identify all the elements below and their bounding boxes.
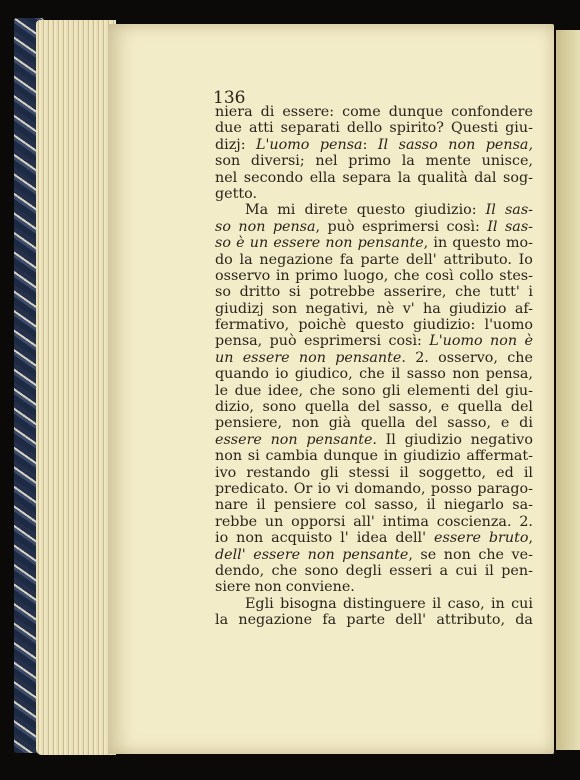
word: questo xyxy=(355,317,405,334)
word: un xyxy=(264,513,284,530)
word: dunque xyxy=(323,448,378,465)
word: del xyxy=(510,399,533,416)
text-line xyxy=(215,333,533,349)
word: la xyxy=(215,612,229,629)
word: opporsi xyxy=(291,513,346,530)
text-line xyxy=(215,284,533,300)
word: può xyxy=(327,218,355,235)
word: pensa, xyxy=(485,136,533,153)
word: del xyxy=(476,382,499,399)
word: sas- xyxy=(504,218,533,235)
word: pensa, xyxy=(272,218,321,235)
word: negativi, xyxy=(305,300,369,317)
word: che xyxy=(455,284,481,301)
word: in xyxy=(275,267,290,284)
word: luogo, xyxy=(343,267,389,284)
word: rebbe xyxy=(215,513,258,530)
word: si xyxy=(247,448,260,465)
word: af- xyxy=(514,300,533,317)
word: il xyxy=(391,366,401,383)
word: dello xyxy=(346,120,383,137)
word: stessi xyxy=(348,464,390,481)
word: pensante, xyxy=(357,235,429,252)
word: già xyxy=(328,415,352,432)
word: il xyxy=(399,464,409,481)
word: predicato. xyxy=(215,480,289,497)
word: quella xyxy=(457,399,503,416)
word: non xyxy=(298,349,326,366)
text-line xyxy=(215,350,533,366)
word: giudico, xyxy=(294,366,353,383)
word: negazione xyxy=(259,251,334,268)
word: nare xyxy=(215,497,249,514)
word: può xyxy=(269,333,297,350)
word: mi xyxy=(277,202,296,219)
word: primo xyxy=(348,153,392,170)
word: che xyxy=(309,382,336,399)
word: sas- xyxy=(504,202,533,219)
word: Il xyxy=(377,136,389,153)
word: da xyxy=(515,612,533,629)
word: negazione xyxy=(238,612,313,629)
word: col xyxy=(344,497,366,514)
word: giudizio xyxy=(403,448,461,465)
word: è xyxy=(236,235,245,252)
word: in xyxy=(433,235,448,252)
word: essere xyxy=(273,235,321,252)
word: non xyxy=(270,431,298,448)
word: siere xyxy=(215,579,251,596)
word: a xyxy=(439,562,449,579)
text-line xyxy=(215,120,533,136)
word: separa xyxy=(342,169,392,186)
text-line xyxy=(215,137,533,153)
word: la xyxy=(239,251,253,268)
facing-page-edge xyxy=(556,30,580,750)
word: giudizio: xyxy=(414,202,477,219)
word: il xyxy=(523,464,533,481)
word: io xyxy=(275,366,289,383)
word: pensante. xyxy=(335,349,406,366)
word: ella xyxy=(309,169,336,186)
text-line xyxy=(215,579,533,595)
word: giu- xyxy=(505,382,533,399)
word: giudizio: xyxy=(413,317,476,334)
word: osservo xyxy=(215,267,271,284)
text-line xyxy=(215,497,533,513)
text-line xyxy=(215,252,533,268)
word: direte xyxy=(304,202,348,219)
word: e xyxy=(500,415,510,432)
word: dal xyxy=(474,169,497,186)
text-line xyxy=(215,170,533,186)
word: io xyxy=(215,530,229,547)
word: pen- xyxy=(501,562,533,579)
word: caso, xyxy=(447,595,485,612)
word: di xyxy=(519,415,533,432)
word: sasso xyxy=(398,136,438,153)
word: l'uomo xyxy=(484,317,533,334)
word: all' xyxy=(353,513,375,530)
text-line xyxy=(215,415,533,431)
word: un xyxy=(215,349,234,366)
word: stes- xyxy=(499,267,533,284)
word: sasso, xyxy=(388,399,433,416)
word: quella xyxy=(304,399,350,416)
word: esseri xyxy=(389,562,433,579)
word: l' xyxy=(340,530,349,547)
word: 2. xyxy=(519,513,533,530)
word: non xyxy=(443,546,471,563)
word: pensante, xyxy=(342,546,413,563)
word: parte xyxy=(346,612,386,629)
word: potrebbe xyxy=(309,284,375,301)
word: essere xyxy=(242,349,290,366)
word: domando, xyxy=(354,480,426,497)
word: e xyxy=(440,399,450,416)
text-line xyxy=(215,481,533,497)
text-line xyxy=(215,432,533,448)
word: non xyxy=(215,448,243,465)
word: Il xyxy=(385,431,396,448)
word: atti xyxy=(248,120,274,137)
word: in xyxy=(383,448,398,465)
word: ve- xyxy=(511,546,533,563)
word: non xyxy=(490,333,518,350)
word: giudizj xyxy=(215,300,264,317)
word: so xyxy=(215,284,231,301)
word: unisce, xyxy=(481,153,533,170)
word: sono xyxy=(341,382,376,399)
word: non xyxy=(236,530,264,547)
word: così xyxy=(425,267,454,284)
text-line xyxy=(215,186,533,202)
word: il xyxy=(432,595,442,612)
text-line xyxy=(215,465,533,481)
word: che xyxy=(507,349,533,366)
word: pensa: xyxy=(319,136,368,153)
word: esprimersi xyxy=(361,218,440,235)
word: non xyxy=(307,546,335,563)
word: niegarlo xyxy=(443,497,504,514)
word: ed xyxy=(496,464,514,481)
word: un xyxy=(249,235,269,252)
word: non xyxy=(448,136,476,153)
word: che xyxy=(359,366,385,383)
word: questo xyxy=(356,202,406,219)
word: collo xyxy=(459,267,494,284)
word: che xyxy=(271,562,298,579)
word: il xyxy=(426,497,436,514)
word: giudizio xyxy=(449,300,507,317)
word: dell' xyxy=(395,612,427,629)
word: dizj: xyxy=(215,136,246,153)
word: getto. xyxy=(215,185,258,202)
word: fermativo, xyxy=(215,317,290,334)
word: cui xyxy=(511,595,533,612)
word: la xyxy=(401,153,415,170)
word: distinguere xyxy=(343,595,426,612)
word: bruto, xyxy=(488,530,533,547)
text-line xyxy=(215,202,533,218)
text-line xyxy=(215,530,533,546)
word: sasso, xyxy=(447,415,491,432)
word: nel xyxy=(215,169,238,186)
word: vi xyxy=(336,480,349,497)
word: il xyxy=(484,562,494,579)
word: giudizio xyxy=(404,431,462,448)
text-line xyxy=(215,317,533,333)
word: due xyxy=(215,120,242,137)
word: son xyxy=(215,153,241,170)
word: dritto xyxy=(239,284,281,301)
word: separati xyxy=(280,120,340,137)
word: esprimersi xyxy=(303,333,382,350)
word: di xyxy=(260,104,275,120)
word: è xyxy=(524,333,533,350)
word: i xyxy=(528,284,533,301)
word: negativo xyxy=(470,431,533,448)
word: fa xyxy=(322,612,337,629)
word: dizio, xyxy=(215,399,254,416)
word: mente xyxy=(425,153,471,170)
word: si xyxy=(288,284,301,301)
word: asserire, xyxy=(383,284,447,301)
word: secondo xyxy=(243,169,304,186)
word: Egli xyxy=(245,595,274,612)
word: sono xyxy=(304,562,339,579)
word: questo xyxy=(452,235,501,252)
word: la xyxy=(397,169,411,186)
text-line xyxy=(215,235,533,251)
word: restando xyxy=(246,464,311,481)
word: attributo, xyxy=(436,612,506,629)
word: cambia xyxy=(265,448,318,465)
word: v' xyxy=(402,300,415,317)
word: acquisto xyxy=(271,530,333,547)
text-line xyxy=(215,366,533,382)
word: così: xyxy=(388,333,422,350)
word: sasso xyxy=(406,366,446,383)
word: primo xyxy=(295,267,338,284)
word: qualità xyxy=(417,169,468,186)
word: pensante. xyxy=(306,431,377,448)
word: posso xyxy=(430,480,472,497)
text-line xyxy=(215,301,533,317)
word: non xyxy=(291,415,319,432)
word: essere xyxy=(434,530,481,547)
word: sa- xyxy=(512,497,533,514)
word: non xyxy=(452,366,480,383)
word: conviene. xyxy=(285,579,355,596)
word: niera xyxy=(215,104,253,120)
word: Il xyxy=(485,202,496,219)
word: diversi; xyxy=(250,153,305,170)
word: del xyxy=(415,415,438,432)
word: parte xyxy=(360,251,400,268)
word: Ma xyxy=(245,202,269,219)
word: soggetto, xyxy=(418,464,487,481)
word: sono xyxy=(262,399,297,416)
word: osservo, xyxy=(438,349,498,366)
word: dell' xyxy=(395,530,427,547)
word: poichè xyxy=(298,317,347,334)
word: bisogna xyxy=(280,595,337,612)
word: così: xyxy=(446,218,480,235)
word: 2. xyxy=(415,349,429,366)
word: coscienza. xyxy=(436,513,512,530)
word: non xyxy=(325,235,353,252)
word: essere: xyxy=(282,104,335,120)
word: il xyxy=(256,497,266,514)
word: sasso, xyxy=(374,497,419,514)
word: gli xyxy=(382,382,401,399)
word: giu- xyxy=(505,120,533,137)
word: do xyxy=(215,251,233,268)
word: so xyxy=(215,235,231,252)
word: idea xyxy=(356,530,388,547)
body-text xyxy=(215,104,533,629)
text-line xyxy=(215,268,533,284)
word: parago- xyxy=(477,480,533,497)
word: come xyxy=(342,104,381,120)
word: non xyxy=(238,218,266,235)
word: dell' xyxy=(215,546,246,563)
word: Il xyxy=(487,218,498,235)
word: dell' xyxy=(405,251,437,268)
word: spirito? xyxy=(389,120,444,137)
word: cui xyxy=(455,562,478,579)
page-number: 136 xyxy=(213,88,246,108)
text-line xyxy=(215,104,533,120)
text-line xyxy=(215,399,533,415)
word: che xyxy=(478,546,505,563)
text-line xyxy=(215,563,533,579)
word: dunque xyxy=(388,104,444,120)
word: so xyxy=(215,218,231,235)
text-line xyxy=(215,383,533,399)
word: pensa, xyxy=(485,366,533,383)
word: le xyxy=(215,382,229,399)
word: pensa, xyxy=(215,333,263,350)
word: che xyxy=(393,267,420,284)
word: Questi xyxy=(451,120,499,137)
word: non xyxy=(254,579,282,596)
word: ivo xyxy=(215,464,237,481)
text-line xyxy=(215,612,533,628)
word: ha xyxy=(423,300,441,317)
word: fa xyxy=(339,251,354,268)
word: L'uomo xyxy=(256,136,310,153)
word: attributo. xyxy=(443,251,512,268)
word: pensiere xyxy=(273,497,337,514)
word: intima xyxy=(382,513,429,530)
word: sog- xyxy=(503,169,533,186)
word: essere xyxy=(215,431,262,448)
text-line xyxy=(215,448,533,464)
word: elementi xyxy=(406,382,470,399)
word: confondere xyxy=(451,104,533,120)
word: tutt' xyxy=(489,284,520,301)
word: affermat- xyxy=(466,448,533,465)
word: mo- xyxy=(505,235,533,252)
word: L'uomo xyxy=(429,333,483,350)
word: Io xyxy=(518,251,533,268)
text-line xyxy=(215,596,533,612)
word: nel xyxy=(315,153,338,170)
word: in xyxy=(490,595,505,612)
text-line xyxy=(215,547,533,563)
word: io xyxy=(317,480,331,497)
word: son xyxy=(271,300,298,317)
word: dendo, xyxy=(215,562,265,579)
word: essere xyxy=(253,546,301,563)
word: del xyxy=(357,399,381,416)
word: quando xyxy=(215,366,269,383)
text-line xyxy=(215,219,533,235)
word: se xyxy=(420,546,437,563)
text-line xyxy=(215,153,533,169)
text-line xyxy=(215,514,533,530)
word: idee, xyxy=(267,382,304,399)
word: gli xyxy=(320,464,339,481)
word: pensiere, xyxy=(215,415,283,432)
word: Or xyxy=(293,480,313,497)
page-edges xyxy=(36,20,116,755)
word: quella xyxy=(360,415,406,432)
word: due xyxy=(234,382,262,399)
word: degli xyxy=(345,562,382,579)
word: nè xyxy=(376,300,395,317)
